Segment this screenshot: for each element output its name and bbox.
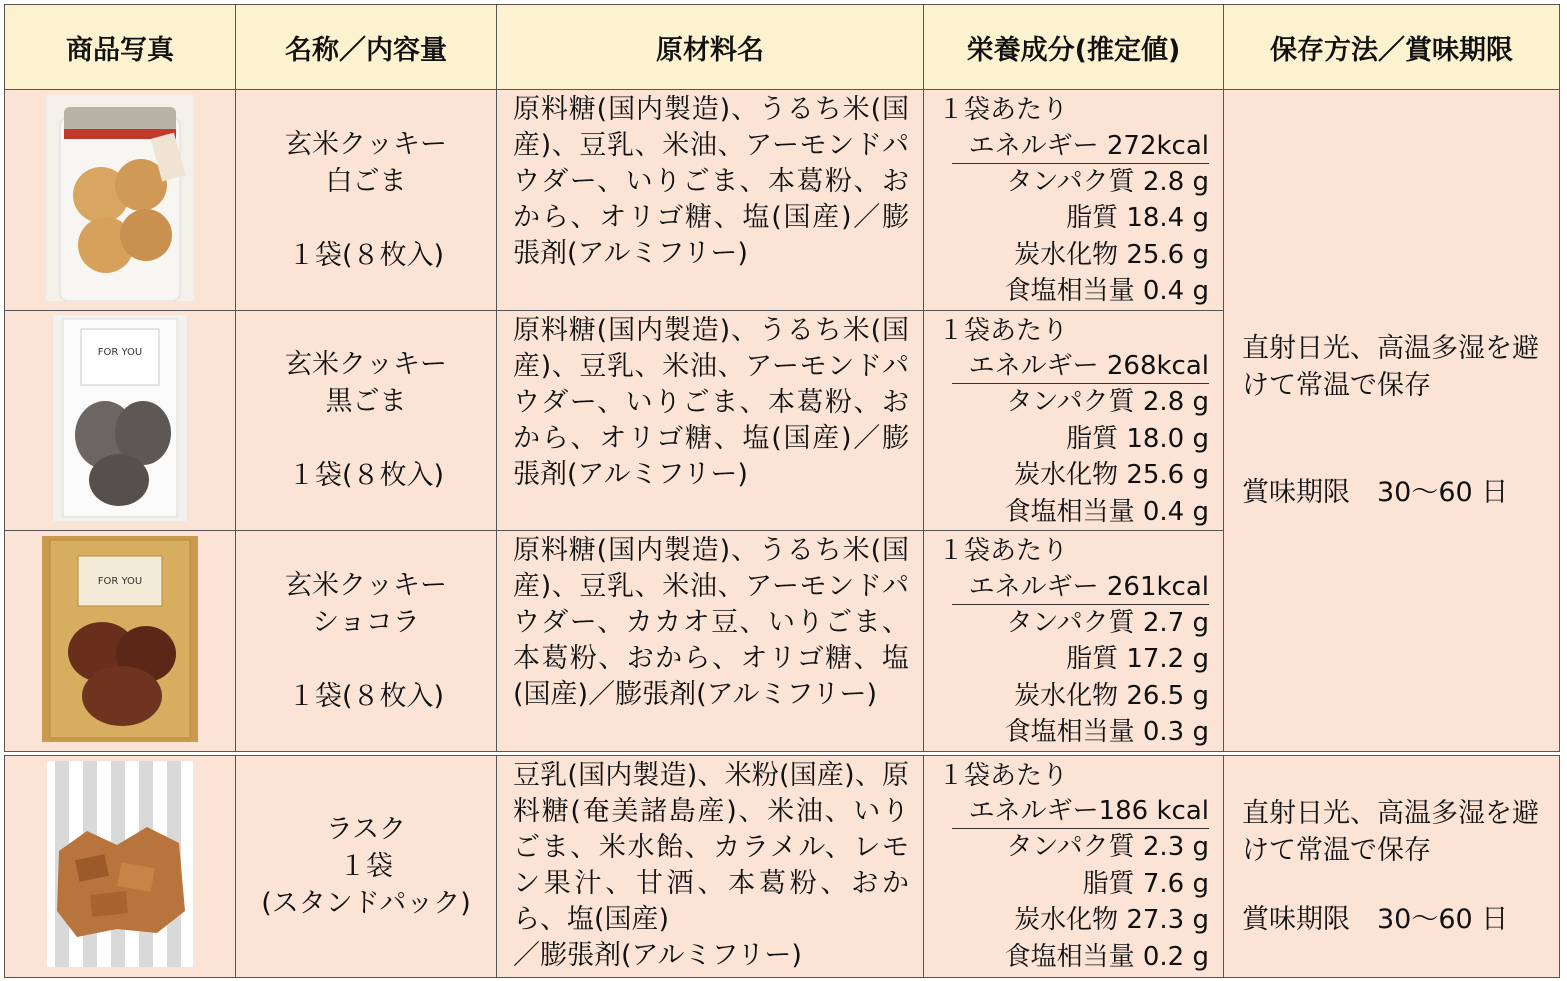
nutrition-salt: 食塩相当量 0.4 g [1004,276,1209,306]
nutrition-per: １袋あたり [938,760,1069,791]
nutrition-per: １袋あたり [938,315,1069,346]
nutrition-cell [924,90,1224,311]
ingredients-additive: ／膨張剤(アルミフリー) [513,939,802,971]
product-name-cell [236,90,497,311]
storage-cell [1224,755,1560,977]
nutrition-energy: エネルギー 268kcal [952,349,1209,384]
product-photo-cell [5,310,236,531]
product-photo-cell [5,90,236,311]
ingredients-cell: 原料糖(国内製造)、うるち米(国産)、豆乳、米油、アーモンドパウダー、いりごま、本葛粉、おから、オリゴ糖、塩(国産)／膨張剤(アルミフリー) [497,90,924,311]
product-variant: 白ごま [325,165,407,197]
nutrition-fat: 脂質 18.0 g [1066,423,1209,454]
product-name: 玄米クッキー [285,569,447,601]
storage-method: 直射日光、高温多湿を避けて常温で保存 [1242,797,1539,866]
nutrition-carbohydrate: 炭水化物 27.3 g [1014,905,1209,935]
nutrition-protein: タンパク質 2.8 g [1006,166,1209,197]
header-row [5,5,1560,90]
product-table [4,4,1560,978]
storage-cell [1224,90,1560,752]
product-name-cell [236,531,497,752]
nutrition-carbohydrate: 炭水化物 25.6 g [1014,460,1209,490]
product-quantity: １袋(８枚入) [287,680,445,712]
nutrition-protein: タンパク質 2.3 g [1006,832,1209,862]
product-variant: ショコラ [312,606,420,638]
svg-text:FOR YOU: FOR YOU [97,347,143,359]
product-name-cell [236,310,497,531]
product-quantity: １袋(８枚入) [287,239,445,271]
nutrition-salt: 食塩相当量 0.2 g [1004,941,1209,972]
nutrition-cell [924,310,1224,531]
storage-expiry: 賞味期限 30～60 日 [1242,903,1509,935]
header-storage: 保存方法／賞味期限 [1224,5,1560,90]
nutrition-salt: 食塩相当量 0.4 g [1004,496,1209,527]
ingredients-text: 豆乳(国内製造)、米粉(国産)、原料糖(奄美諸島産)、米油、いりごま、米水飴、カラメル、レモン果汁、甘酒、本葛粉、おから、塩(国産) [513,759,909,935]
ingredients-cell [497,755,924,977]
product-quantity: １袋 [339,850,393,882]
product-name-cell [236,755,497,977]
nutrition-protein: タンパク質 2.8 g [1006,387,1209,417]
header-name: 名称／内容量 [236,5,497,90]
product-photo-white-sesame [46,95,194,301]
nutrition-energy: エネルギー 261kcal [952,570,1209,605]
nutrition-carbohydrate: 炭水化物 26.5 g [1014,680,1209,711]
nutrition-fat: 脂質 18.4 g [1066,203,1209,233]
nutrition-cell [924,755,1224,977]
product-quantity: １袋(８枚入) [287,460,445,492]
product-package: (スタンドパック) [261,887,471,919]
storage-expiry: 賞味期限 30～60 日 [1242,476,1509,508]
product-variant: 黒ごま [325,386,407,418]
nutrition-fat: 脂質 7.6 g [1082,868,1209,899]
nutrition-energy: エネルギー 272kcal [952,129,1209,164]
table-row [5,90,1560,311]
nutrition-per: １袋あたり [938,95,1069,125]
storage-method: 直射日光、高温多湿を避けて常温で保存 [1242,332,1539,401]
nutrition-per: １袋あたり [938,536,1069,566]
nutrition-protein: タンパク質 2.7 g [1006,607,1209,638]
product-photo-cell [5,531,236,752]
product-photo-black-sesame [53,315,187,521]
nutrition-cell [924,531,1224,752]
header-nutrition: 栄養成分(推定値) [924,5,1224,90]
product-photo-chocolate [42,536,198,742]
product-photo-rusk [47,761,193,967]
header-photo: 商品写真 [5,5,236,90]
nutrition-fat: 脂質 17.2 g [1066,644,1209,674]
nutrition-salt: 食塩相当量 0.3 g [1004,717,1209,747]
product-photo-cell [5,755,236,977]
product-name: 玄米クッキー [285,128,447,160]
table-row [5,755,1560,977]
product-name: 玄米クッキー [285,349,447,381]
nutrition-carbohydrate: 炭水化物 25.6 g [1014,239,1209,270]
svg-text:FOR YOU: FOR YOU [97,575,143,587]
product-name: ラスク [325,813,407,845]
nutrition-energy: エネルギー186 kcal [952,794,1209,829]
ingredients-cell: 原料糖(国内製造)、うるち米(国産)、豆乳、米油、アーモンドパウダー、いりごま、本葛粉、おから、オリゴ糖、塩(国産)／膨張剤(アルミフリー) [497,310,924,531]
ingredients-cell: 原料糖(国内製造)、うるち米(国産)、豆乳、米油、アーモンドパウダー、カカオ豆、いりごま、本葛粉、おから、オリゴ糖、塩(国産)／膨張剤(アルミフリー) [497,531,924,752]
header-ingredients: 原材料名 [497,5,924,90]
